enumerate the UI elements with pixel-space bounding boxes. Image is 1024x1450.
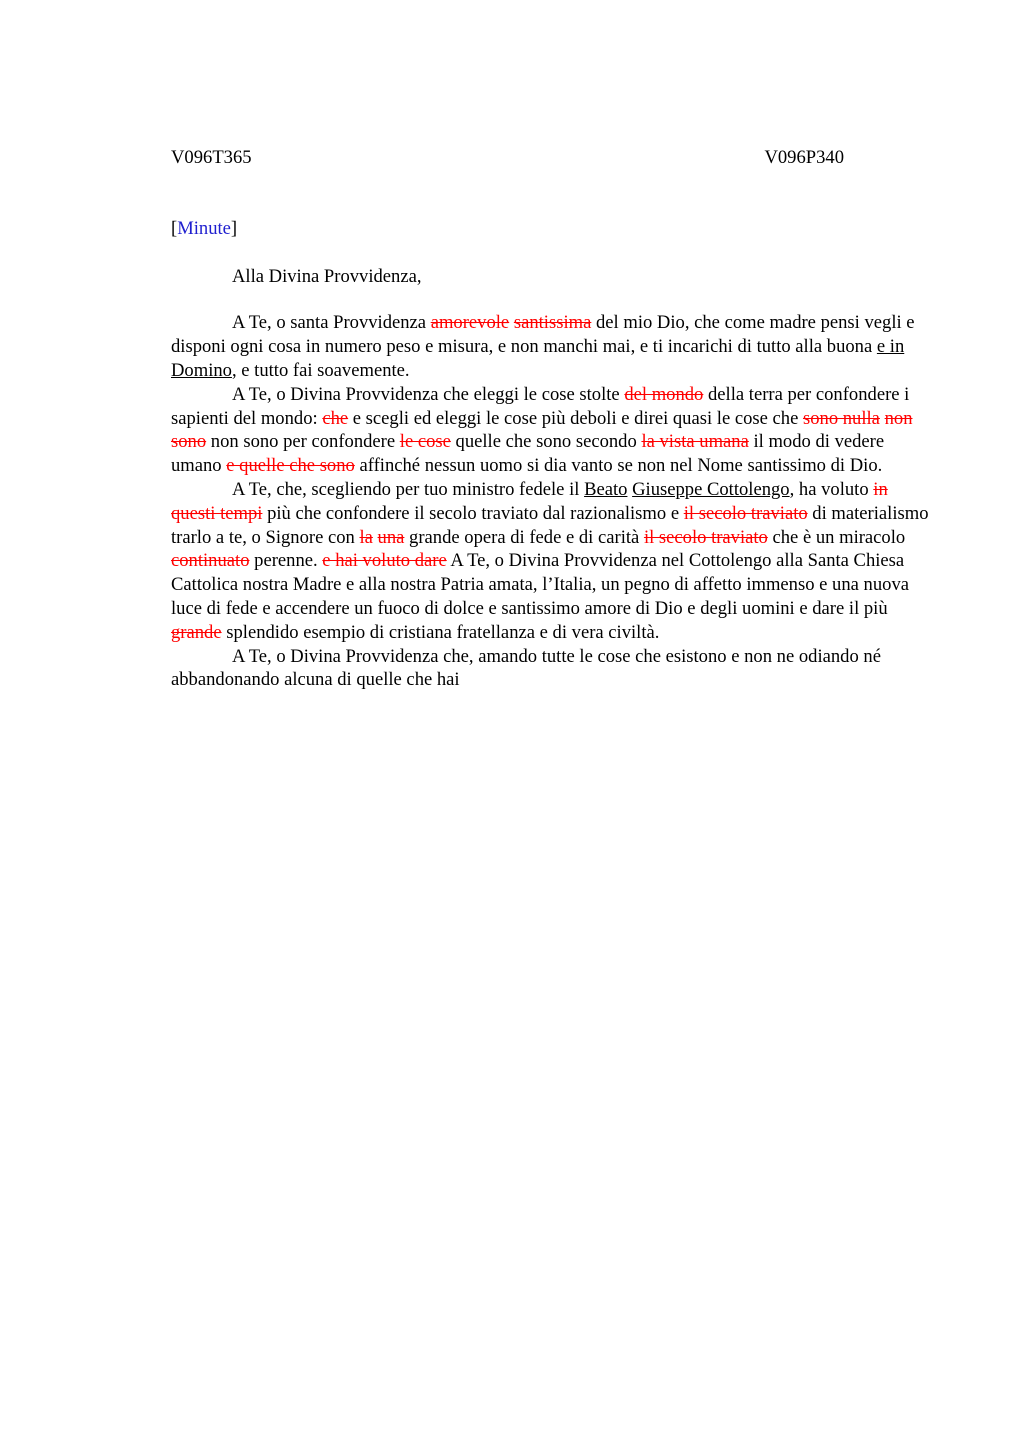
paragraph-text: affinché nessun uomo si dia vanto se non nel Nome santissimo di Dio. — [354, 455, 883, 477]
paragraph-text: e scegli ed eleggi le cose più deboli e direi quasi le cose che — [348, 407, 803, 429]
paragraph-text: , e tutto fai soavemente. — [231, 359, 410, 381]
paragraph-text: che è un miracolo — [767, 526, 906, 548]
paragraph-text: A Te, che, scegliendo per tuo ministro fedele il — [232, 478, 585, 500]
paragraph-text: quelle che sono secondo — [450, 431, 642, 453]
paragraph-text: di materialismo trarlo a te, o Signore con — [171, 502, 929, 548]
paragraph-text: A Te, o Divina Provvidenza nel Cottolengo alla Santa Chiesa Cattolica nostra Madre e alla nostra Patria amata, l’Italia, un pegno di affetto immenso e una nuova luce di fede e accendere un fuoco di dolce e santissimo amore di Dio e degli uomini e dare il più — [171, 550, 909, 619]
minute-label — [171, 217, 931, 241]
document-page — [171, 146, 931, 692]
deleted-text: non sono — [171, 407, 913, 453]
paragraph-text: il modo di vedere umano — [171, 431, 885, 477]
deleted-text: e quelle che sono — [226, 455, 355, 477]
deleted-text: e hai voluto dare — [322, 550, 447, 572]
minute-close-bracket: ] — [230, 217, 238, 239]
deleted-text: sono nulla — [802, 407, 880, 429]
deleted-text: continuato — [171, 550, 250, 572]
document-code-right: V096P340 — [764, 147, 844, 168]
paragraph-text: A Te, o santa Provvidenza — [232, 312, 431, 334]
paragraph-text: più che confondere il secolo traviato dal razionalismo e — [262, 502, 684, 524]
deleted-text: la vista umana — [641, 431, 749, 453]
paragraph-text: splendido esempio di cristiana fratellanza e di vera civiltà. — [221, 621, 660, 643]
deleted-text: il secolo traviato — [643, 526, 768, 548]
deleted-text: le cose — [399, 431, 451, 453]
paragraph-text: A Te, o Divina Provvidenza che, amando tutte le cose che esistono e non ne odiando né abbandonando alcuna di quelle che hai — [171, 645, 881, 691]
document-code-left: V096T365 — [171, 147, 252, 168]
salutation: Alla Divina Provvidenza, — [232, 265, 422, 287]
paragraph-text: del mio Dio, che come madre pensi vegli e disponi ogni cosa in numero peso e misura, e non manchi mai, e ti incarichi di tutto alla buona — [171, 312, 915, 358]
paragraph-text: della terra per confondere i sapienti del mondo: — [171, 383, 910, 429]
paragraph-text: perenne. — [249, 550, 323, 572]
underlined-text: e in Domino — [171, 336, 905, 381]
deleted-text: amorevole — [430, 312, 510, 334]
letter-paragraph — [171, 383, 931, 478]
minute-link[interactable]: Minute — [177, 217, 231, 239]
paragraph-text: A Te, o Divina Provvidenza che eleggi le cose stolte — [232, 383, 625, 405]
document-header — [171, 146, 844, 170]
deleted-text: grande — [171, 621, 222, 643]
letter-body — [171, 311, 931, 692]
paragraph-text: non sono per confondere — [206, 431, 400, 453]
deleted-text: che — [322, 407, 349, 429]
underlined-text: Beato — [584, 478, 628, 500]
deleted-text: del mondo — [624, 383, 704, 405]
deleted-text: santissima — [513, 312, 592, 334]
minute-open-bracket: [ — [171, 217, 178, 239]
deleted-text: il secolo traviato — [683, 502, 808, 524]
paragraph-text: , ha voluto — [789, 478, 874, 500]
deleted-text: la — [359, 526, 373, 548]
letter-paragraph — [171, 645, 931, 693]
letter-paragraph — [171, 311, 931, 382]
paragraph-text: grande opera di fede e di carità — [404, 526, 644, 548]
underlined-text: Giuseppe Cottolengo — [632, 478, 790, 500]
letter-paragraph — [171, 478, 931, 645]
deleted-text: in questi tempi — [171, 478, 888, 524]
deleted-text: una — [377, 526, 405, 548]
